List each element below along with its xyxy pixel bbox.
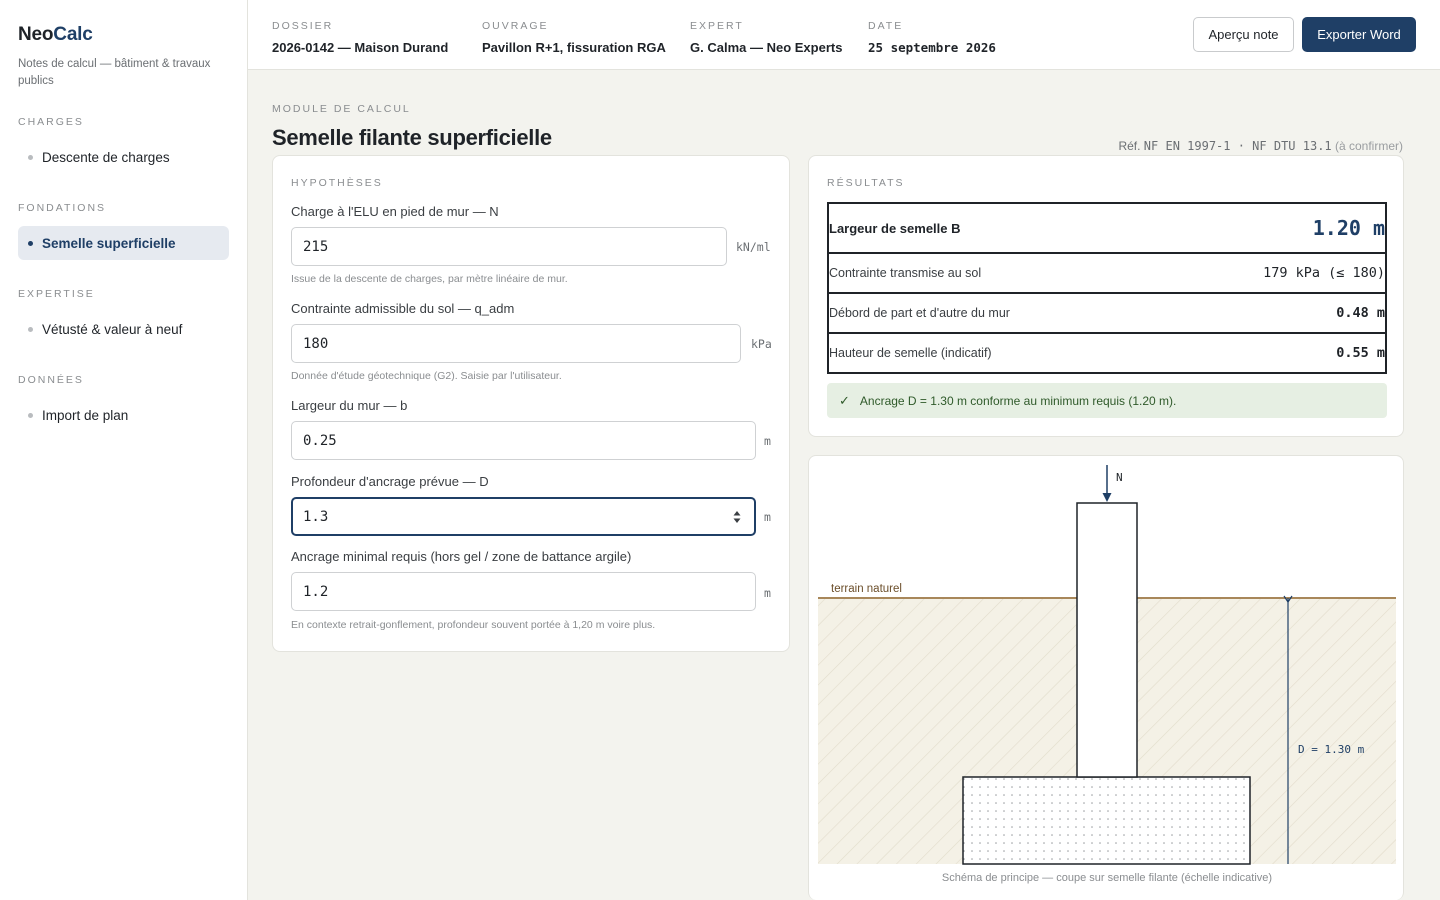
preview-note-button[interactable]: Aperçu note — [1193, 17, 1294, 52]
bullet-icon — [28, 155, 33, 160]
anchor-check-banner: ✓ Ancrage D = 1.30 m conforme au minimum requis (1.20 m). — [827, 383, 1387, 418]
ground-label: terrain naturel — [831, 583, 902, 595]
module-label: MODULE DE CALCUL — [272, 103, 411, 115]
hypotheses-card — [272, 155, 790, 652]
footing-height-value: 0.55 m — [1336, 345, 1385, 361]
expert-value: G. Calma — Neo Experts — [690, 40, 843, 55]
min-anchor-label: Ancrage minimal requis (hors gel / zone de battance argile) — [291, 549, 632, 564]
load-arrowhead-icon — [1103, 493, 1112, 502]
sidebar-item-import-de-plan[interactable] — [18, 398, 229, 432]
sidebar-item-vetuste[interactable] — [18, 312, 229, 346]
results-card — [808, 155, 1404, 437]
hypotheses-title: HYPOTHÈSES — [291, 177, 383, 189]
ouvrage-value: Pavillon R+1, fissuration RGA — [482, 40, 666, 55]
footing-block — [963, 777, 1250, 864]
dossier-value: 2026-0142 — Maison Durand — [272, 40, 449, 55]
soil-stress-label: Contrainte admissible du sol — q_adm — [291, 301, 515, 316]
footing-width-value: 1.20 m — [1312, 216, 1385, 240]
sidebar-item-label: Descente de charges — [42, 149, 170, 165]
wall-block — [1077, 503, 1137, 777]
load-label: Charge à l'ELU en pied de mur — N — [291, 204, 499, 219]
sidebar-item-label: Vétusté & valeur à neuf — [42, 321, 183, 337]
anchor-depth-unit: m — [764, 510, 771, 524]
result-row-overhang: Débord de part et d'autre du mur 0.48 m — [829, 292, 1385, 332]
depth-label: D = 1.30 m — [1298, 743, 1365, 756]
meta-date: DATE 25 septembre 2026 — [868, 20, 996, 55]
diagram-caption: Schéma de principe — coupe sur semelle filante (échelle indicative) — [941, 872, 1273, 884]
sidebar-item-descente-de-charges[interactable] — [18, 140, 229, 174]
sidebar — [0, 0, 248, 900]
result-row-footing-width: Largeur de semelle B 1.20 m — [829, 216, 1385, 240]
export-word-button[interactable]: Exporter Word — [1302, 17, 1416, 52]
bullet-icon — [28, 241, 33, 246]
min-anchor-help: En contexte retrait-gonflement, profondeur souvent portée à 1,20 m voire plus. — [291, 619, 656, 631]
bullet-icon — [28, 413, 33, 418]
date-value: 25 septembre 2026 — [868, 40, 996, 55]
soil-stress-value: 179 kPa (≤ 180) — [1263, 265, 1385, 281]
wall-width-input[interactable]: 0.25 — [291, 421, 756, 460]
sidebar-item-label: Import de plan — [42, 407, 129, 423]
app-tagline: Notes de calcul — bâtiment & travaux publics — [18, 58, 211, 87]
soil-stress-unit: kPa — [751, 337, 772, 351]
sidebar-section-expertise: EXPERTISE — [18, 288, 95, 300]
min-anchor-input[interactable]: 1.2 — [291, 572, 756, 611]
meta-expert: EXPERT G. Calma — Neo Experts — [690, 20, 843, 55]
meta-dossier: DOSSIER 2026-0142 — Maison Durand — [272, 20, 449, 55]
sidebar-item-label: Semelle superficielle — [42, 235, 176, 251]
app-logo[interactable]: NeoCalc — [18, 24, 93, 45]
soil-stress-help: Donnée d'étude géotechnique (G2). Saisie par l'utilisateur. — [291, 370, 562, 382]
load-unit: kN/ml — [736, 240, 771, 254]
norm-reference: Réf. NF EN 1997-1 · NF DTU 13.1 (à confirmer) — [1118, 139, 1403, 153]
footing-section-diagram — [809, 456, 1405, 900]
number-spinner-icon[interactable] — [732, 508, 742, 526]
load-help: Issue de la descente de charges, par mètre linéaire de mur. — [291, 273, 568, 285]
min-anchor-unit: m — [764, 586, 771, 600]
page-title: Semelle filante superficielle — [272, 125, 552, 150]
bullet-icon — [28, 327, 33, 332]
result-row-soil-stress: Contrainte transmise au sol 179 kPa (≤ 180) — [829, 252, 1385, 292]
check-icon: ✓ — [839, 392, 850, 408]
soil-stress-input[interactable]: 180 — [291, 324, 741, 363]
results-table — [827, 202, 1387, 374]
overhang-value: 0.48 m — [1336, 305, 1385, 321]
sidebar-item-semelle-superficielle[interactable] — [18, 226, 229, 260]
load-label: N — [1116, 471, 1123, 484]
sidebar-section-charges: CHARGES — [18, 116, 84, 128]
results-title: RÉSULTATS — [827, 177, 905, 189]
wall-width-label: Largeur du mur — b — [291, 398, 408, 413]
meta-ouvrage: OUVRAGE Pavillon R+1, fissuration RGA — [482, 20, 666, 55]
anchor-depth-input[interactable]: 1.3 — [291, 497, 756, 536]
sidebar-section-fondations: FONDATIONS — [18, 202, 107, 214]
anchor-depth-label: Profondeur d'ancrage prévue — D — [291, 474, 489, 489]
result-row-footing-height: Hauteur de semelle (indicatif) 0.55 m — [829, 332, 1385, 372]
wall-width-unit: m — [764, 434, 771, 448]
top-header — [248, 0, 1440, 70]
footing-diagram-card — [808, 455, 1404, 900]
sidebar-section-donnees: DONNÉES — [18, 374, 84, 386]
load-input[interactable]: 215 — [291, 227, 727, 266]
